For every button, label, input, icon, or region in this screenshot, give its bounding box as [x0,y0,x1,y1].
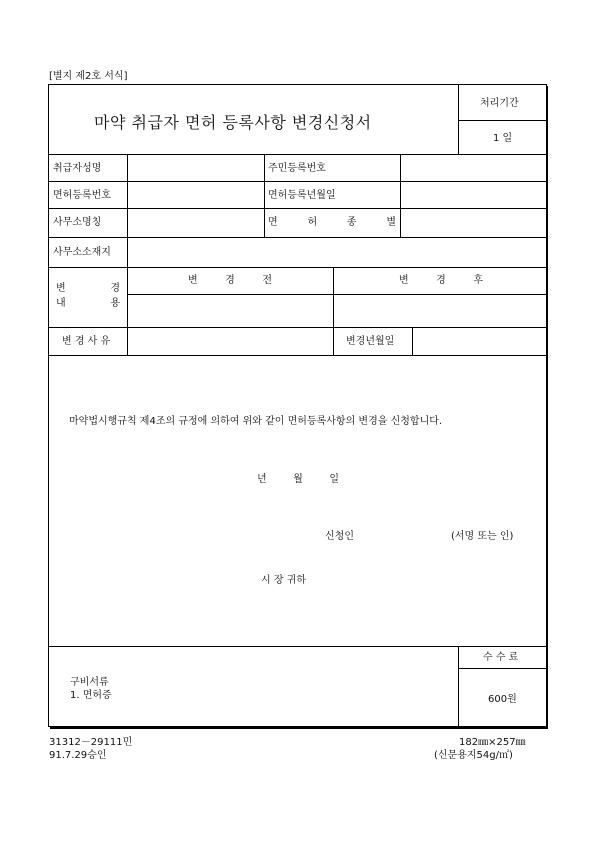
fee-divider [458,646,459,726]
change-before-header: 변 경 전 [188,275,272,286]
attachments-label: 구비서류 [70,677,109,688]
title-divider [458,84,459,154]
form-number: [별지 제2호 서식] [49,71,128,82]
row-line-5 [48,267,547,268]
row-line-2 [48,181,547,182]
fee-label-line [458,668,547,669]
footer-code: 31312－29111민 [49,737,133,748]
attachments-item: 1. 면허증 [70,690,112,701]
reason-date-divider [412,327,413,355]
processing-label: 처리기간 [480,98,519,109]
label-office-name: 사무소명칭 [53,217,102,228]
col-right-divider [400,154,401,237]
statement-text: 마약법시행규칙 제4조의 규정에 의하여 위와 같이 면허등록사항의 변경을 신청합니다. [69,416,443,427]
change-label-bottom: 내 용 [56,298,120,309]
reason-bottom-line [48,355,547,356]
label-office-address: 사무소소재지 [53,247,111,258]
label-change-date: 변경년월일 [346,336,395,347]
col-label-divider [127,154,128,355]
change-after-header: 변 경 후 [399,275,483,286]
label-license-number: 면허등록번호 [53,190,111,201]
change-header-line [127,294,547,295]
attachments-top-line [48,646,547,647]
addressee: 시 장 귀하 [261,575,306,586]
fee-value: 600원 [488,694,517,705]
label-license-date: 면허등록년월일 [268,190,336,201]
change-mid-divider [333,267,334,355]
frame-top [48,84,547,85]
footer-approval: 91.7.29승인 [49,750,107,761]
processing-divider [458,120,547,121]
applicant-label: 신청인 [325,531,354,542]
row-line-3 [48,208,547,209]
frame-shadow-right [546,86,548,729]
footer-paper: (신문용지54g/㎡) [434,750,513,761]
date-line: 년 월 일 [257,474,339,485]
processing-value: 1 일 [493,133,513,144]
label-handler-name: 취급자성명 [53,163,102,174]
frame-shadow-bottom [50,727,548,729]
signature-label: (서명 또는 인) [451,531,514,542]
col-mid-divider [264,154,265,237]
row-line-1 [48,154,547,155]
fee-label: 수 수 료 [483,652,519,663]
row-line-4 [48,237,547,238]
footer-size: 182㎜×257㎜ [459,737,526,748]
label-reason: 변 경 사 유 [62,336,111,347]
change-bottom-line [48,327,547,328]
form-title: 마약 취급자 면허 등록사항 변경신청서 [94,113,372,132]
change-label-top: 변 경 [56,283,120,294]
label-resident-number: 주민등록번호 [268,163,326,174]
label-license-type: 면 허 종 별 [268,217,396,228]
